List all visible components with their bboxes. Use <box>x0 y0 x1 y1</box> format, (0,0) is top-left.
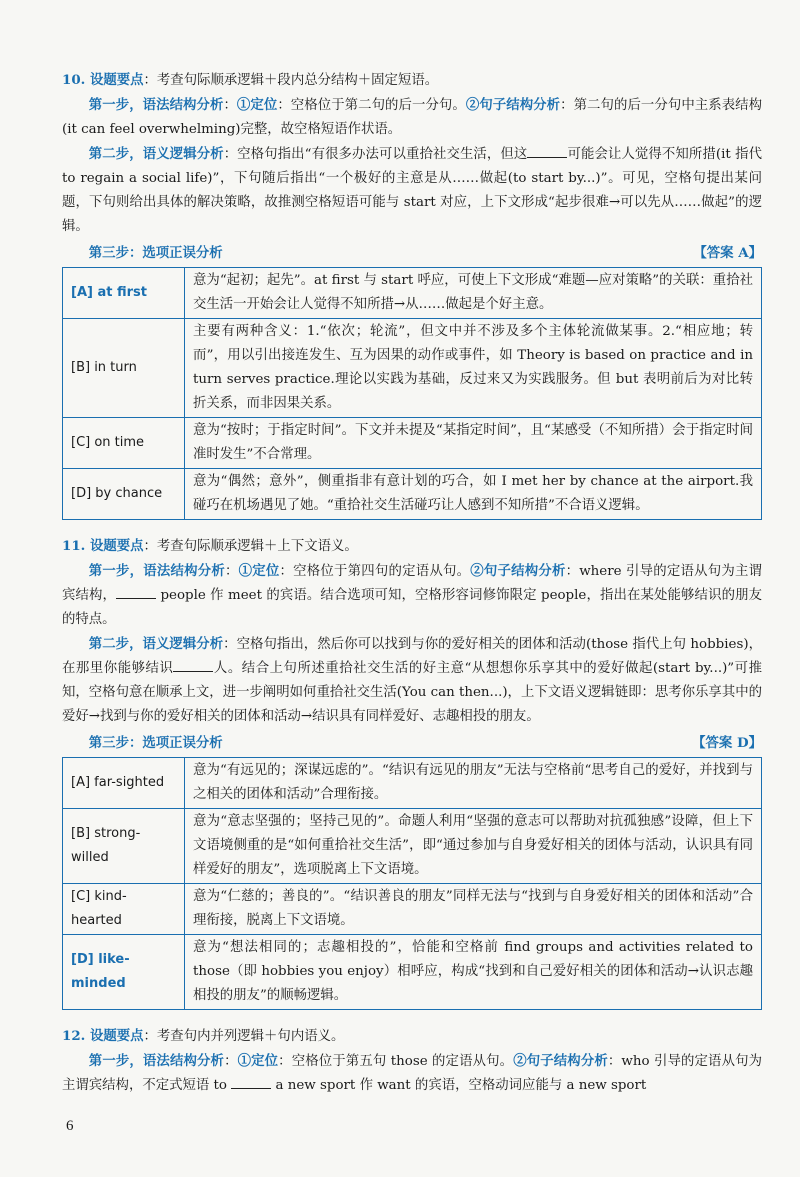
table-row <box>63 758 762 809</box>
option-label: [A] at first <box>63 268 185 319</box>
table-row <box>63 935 762 1010</box>
q11-step3-row <box>62 731 762 755</box>
document-body <box>62 68 762 1098</box>
option-explanation: 意为“起初；起先”。at first 与 start 呼应，可使上下文形成“难题—应对策略”的关联：重拾社交生活一开始会让人觉得不知所措→从……做起是个好主意。 <box>185 268 762 319</box>
option-label: [B] in turn <box>63 319 185 418</box>
option-explanation: 意为“按时；于指定时间”。下文并未提及“某指定时间”，且“某感受（不知所措）会于指定时间准时发生”不合常理。 <box>185 418 762 469</box>
q11-step1: 第一步，语法结构分析：①定位：空格位于第四句的定语从句。②句子结构分析：where 引导的定语从句为主谓宾结构， people 作 meet 的宾语。结合选项可知，空格形容词修饰限定 people，指出在某处能够结识的朋友的特点。 <box>62 563 763 627</box>
table-row <box>63 319 762 418</box>
table-row <box>63 418 762 469</box>
blank-line <box>231 1076 271 1089</box>
blank-line <box>173 659 213 672</box>
q11-step2: 第二步，语义逻辑分析：空格句指出，然后你可以找到与你的爱好相关的团体和活动(those 指代上句 hobbies)，在那里你能够结识 人。结合上句所述重拾社交生活的好主意“从想想你乐享其中的爱好做起(start by...)”可推知，空格句意在顺承上文，进一步阐明如何重拾社交生活(You can then...)，上下文语义逻辑链即：思考你乐享其中的爱好→找到与你的爱好相关的团体和活动→结识具有同样爱好、志趣相投的朋友。 <box>62 636 762 724</box>
table-row <box>63 469 762 520</box>
q11-options-table <box>62 757 762 1010</box>
q10-step1: 第一步，语法结构分析：①定位：空格位于第二句的后一分句。②句子结构分析：第二句的后一分句中主系表结构(it can feel overwhelming)完整，故空格短语作状语。 <box>62 97 763 137</box>
option-explanation: 意为“有远见的；深谋远虑的”。“结识有远见的朋友”无法与空格前“思考自己的爱好，并找到与之相关的团体和活动”合理衔接。 <box>185 758 762 809</box>
blank-line <box>116 586 156 599</box>
q10-options-table <box>62 267 762 520</box>
option-label: [D] by chance <box>63 469 185 520</box>
table-row <box>63 884 762 935</box>
q11-answer: 【答案 D】 <box>692 735 762 751</box>
table-row <box>63 809 762 884</box>
option-label: [B] strong-willed <box>63 809 185 884</box>
option-explanation: 意为“想法相同的；志趣相投的”，恰能和空格前 find groups and activities related to those（即 hobbies you enjoy）相呼应，构成“找到和自己爱好相关的团体和活动→认识志趣相投的朋友”的顺畅逻辑。 <box>185 935 762 1010</box>
q10-step3-label: 第三步：选项正误分析 <box>88 245 223 261</box>
q11-step3-label: 第三步：选项正误分析 <box>88 735 223 751</box>
option-label: [C] on time <box>63 418 185 469</box>
option-label: [D] like-minded <box>63 935 185 1010</box>
q10-answer: 【答案 A】 <box>693 245 762 261</box>
option-label: [A] far-sighted <box>63 758 185 809</box>
q10-heading: 10. 设题要点：考查句际顺承逻辑＋段内总分结构＋固定短语。 <box>62 72 439 88</box>
option-explanation: 主要有两种含义：1.“依次；轮流”，但文中并不涉及多个主体轮流做某事。2.“相应地；转而”，用以引出接连发生、互为因果的动作或事件，如 Theory is based on practice and in turn serves practice.理论以实践为基础，反过来又为实践服务。但 but 表明前后为对比转折关系，而非因果关系。 <box>185 319 762 418</box>
option-explanation: 意为“仁慈的；善良的”。“结识善良的朋友”同样无法与“找到与自身爱好相关的团体和活动”合理衔接，脱离上下文语境。 <box>185 884 762 935</box>
page-number: 6 <box>66 1118 74 1134</box>
q12-heading: 12. 设题要点：考查句内并列逻辑＋句内语义。 <box>62 1028 345 1044</box>
option-explanation: 意为“意志坚强的；坚持己见的”。命题人利用“坚强的意志可以帮助对抗孤独感”设障，但上下文语境侧重的是“如何重拾社交生活”，即“通过参加与自身爱好相关的团体与活动，认识具有同样爱好的朋友”，选项脱离上下文语境。 <box>185 809 762 884</box>
q10-step2: 第二步，语义逻辑分析：空格句指出“有很多办法可以重拾社交生活，但这 可能会让人觉得不知所措(it 指代 to regain a social life)”，下句随后指出“一个极好的主意是从……做起(to start by...)”。可见，空格句提出某问题，下句则给出具体的解决策略，故推测空格短语可能与 start 对应，上下文形成“起步很难→可以先从……做起”的逻辑。 <box>62 146 762 234</box>
option-explanation: 意为“偶然；意外”，侧重指非有意计划的巧合，如 I met her by chance at the airport.我碰巧在机场遇见了她。“重拾社交生活碰巧让人感到不知所措”不合语义逻辑。 <box>185 469 762 520</box>
option-label: [C] kind-hearted <box>63 884 185 935</box>
blank-line <box>527 145 567 158</box>
q12-step1: 第一步，语法结构分析：①定位：空格位于第五句 those 的定语从句。②句子结构分析：who 引导的定语从句为主谓宾结构，不定式短语 to a new sport 作 want 的宾语，空格动词应能与 a new sport <box>62 1053 763 1093</box>
q11-heading: 11. 设题要点：考查句际顺承逻辑＋上下文语义。 <box>62 538 358 554</box>
table-row <box>63 268 762 319</box>
q10-step3-row <box>62 241 762 265</box>
